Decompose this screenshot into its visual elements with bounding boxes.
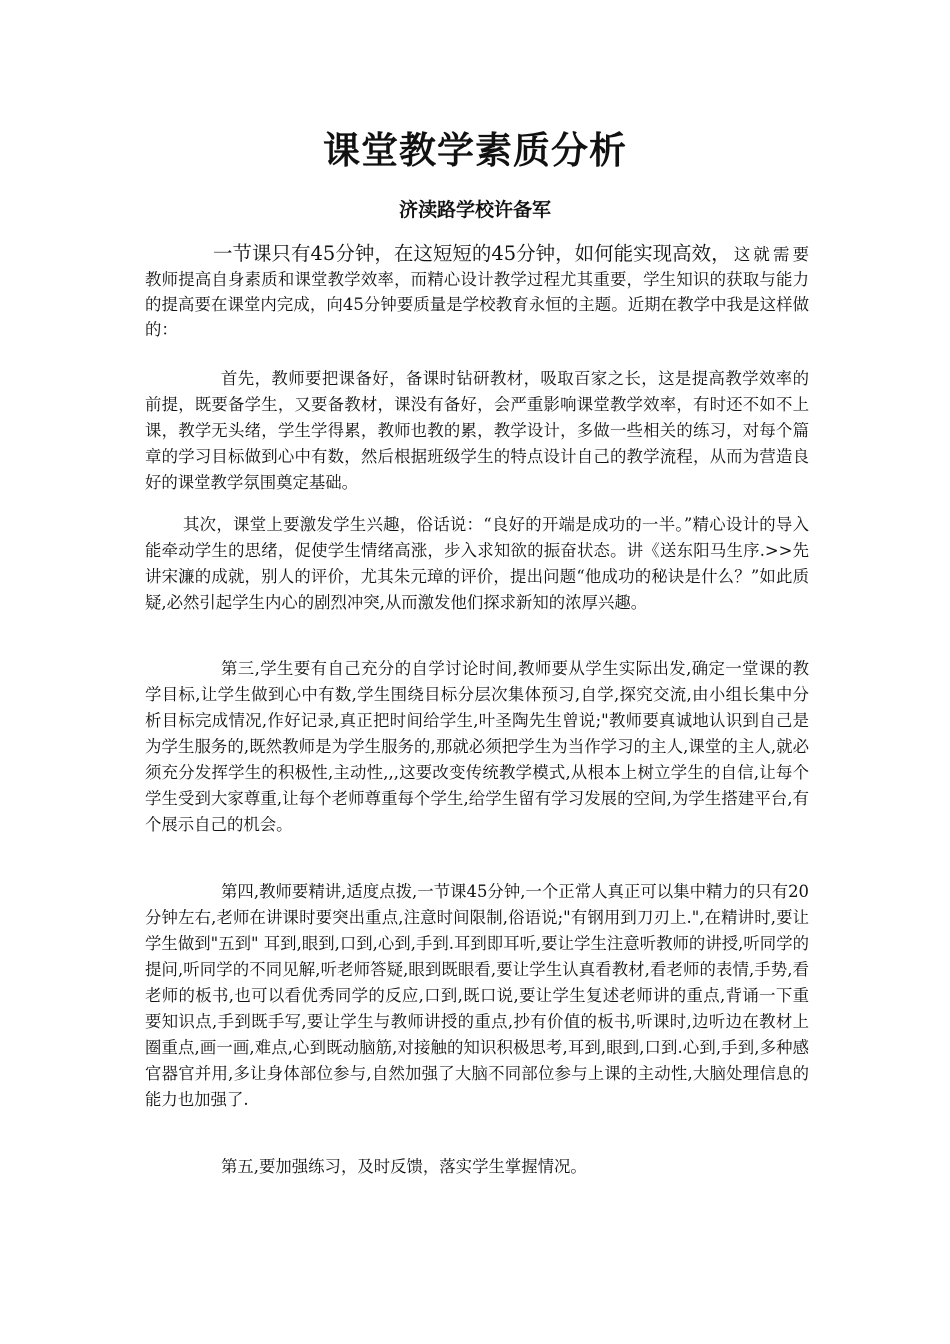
paragraph-second: 其次，课堂上要激发学生兴趣，俗话说：“良好的开端是成功的一半。”精心设计的导入能牵动学生的思绪，促使学生情绪高涨，步入求知欲的振奋状态。讲《送东阳马生序.>>先讲宋濂的成就，别人的评价，尤其朱元璋的评价，提出问题“他成功的秘诀是什么？”如此质疑,必然引起学生内心的剧烈冲突,从而激发他们探求新知的浓厚兴趣。 [145,515,809,612]
intro-body-text: 这就需要教师提高自身素质和课堂教学效率，而精心设计教学过程尤其重要，学生知识的获取与能力的提高要在课堂内完成，向45分钟要质量是学校教育永恒的主题。近期在教学中我是这样做的： [145,245,809,339]
paragraph-first: 首先，教师要把课备好，备课时钻研教材，吸取百家之长，这是提高教学效率的前提，既要备学生，又要备教材，课没有备好，会严重影响课堂教学效率，有时还不如不上课，教学无头绪，学生学得累，教师也教的累，教学设计，多做一些相关的练习，对每个篇章的学习目标做到心中有数，然后根据班级学生的特点设计自己的教学流程，从而为营造良好的课堂教学氛围奠定基础。 [145,369,809,492]
intro-paragraph [145,241,809,342]
document-title: 课堂教学素质分析 [323,128,627,172]
paragraph-third: 第三,学生要有自己充分的自学讨论时间,教师要从学生实际出发,确定一堂课的教学目标,让学生做到心中有数,学生围绕目标分层次集体预习,自学,探究交流,由小组长集中分析目标完成情况,作好记录,真正把时间给学生,叶圣陶先生曾说;"教师要真诚地认识到自己是为学生服务的,既然教师是为学生服务的,那就必须把学生为当作学习的主人,课堂的主人,就必须充分发挥学生的积极性,主动性,,,这要改变传统教学模式,从根本上树立学生的自信,让每个学生受到大家尊重,让每个老师尊重每个学生,给学生留有学习发展的空间,为学生搭建平台,有个展示自己的机会。 [145,659,809,834]
document-author: 济渎路学校许备军 [398,199,551,221]
paragraph-fourth: 第四,教师要精讲,适度点拨,一节课45分钟,一个正常人真正可以集中精力的只有20分钟左右,老师在讲课时要突出重点,注意时间限制,俗语说;"有钢用到刀刃上.",在精讲时,要让学生做到"五到" 耳到,眼到,口到,心到,手到.耳到即耳听,要让学生注意听教师的讲授,听同学的提问,听同学的不同见解,听老师答疑,眼到既眼看,要让学生认真看教材,看老师的表情,手势,看老师的板书,也可以看优秀同学的反应,口到,既口说,要让学生复述老师讲的重点,背诵一下重要知识点,手到既手写,要让学生与教师讲授的重点,抄有价值的板书,听课时,边听边在教材上圈重点,画一画,难点,心到既动脑筋,对接触的知识积极思考,耳到,眼到,口到.心到,手到,多种感官器官并用,多让身体部位参与,自然加强了大脑不同部位参与上课的主动性,大脑处理信息的能力也加强了. [145,882,809,1109]
paragraph-fifth: 第五,要加强练习，及时反馈，落实学生掌握情况。 [221,1157,587,1176]
intro-lead-text: 一节课只有45分钟，在这短短的45分钟，如何能实现高效， [213,242,731,265]
